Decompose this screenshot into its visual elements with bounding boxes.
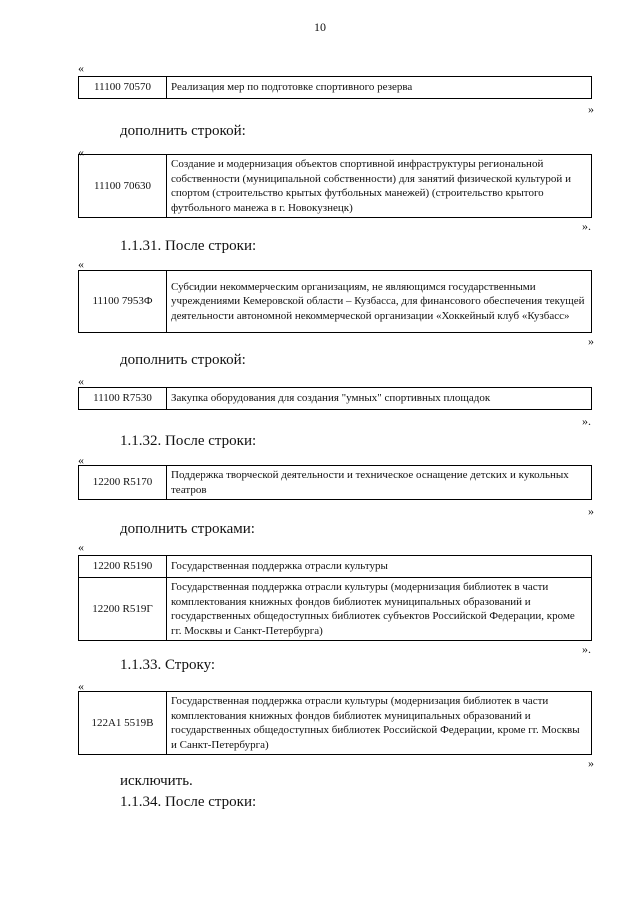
close-quote-dot: ». <box>582 414 591 428</box>
row-text: Закупка оборудования для создания "умных" спортивных площадок <box>167 388 592 410</box>
table-row-7 <box>78 691 592 755</box>
table-row-3 <box>78 270 592 333</box>
row-text: Реализация мер по подготовке спортивного резерва <box>167 77 592 99</box>
close-quote: » <box>588 334 594 348</box>
close-quote: » <box>588 102 594 116</box>
table-row-1 <box>78 76 592 99</box>
open-quote: « <box>78 679 84 693</box>
heading-1-1-32: 1.1.32. После строки: <box>120 433 257 449</box>
row-text: Создание и модернизация объектов спортивной инфраструктуры региональной собственности (муниципальной собственности) для занятий физической культурой и спортом (строительство крытых футбольных манежей) (строительство крытого футбольного манежа в г. Новокузнецк) <box>167 155 592 218</box>
row-text: Поддержка творческой деятельности и техническое оснащение детских и кукольных театров <box>167 466 592 500</box>
row-code: 122А1 5519В <box>79 692 167 755</box>
row-code: 12200 R5190 <box>79 556 167 578</box>
row-code: 11100 70630 <box>79 155 167 218</box>
open-quote: « <box>78 374 84 388</box>
close-quote: » <box>588 756 594 770</box>
heading-1-1-34: 1.1.34. После строки: <box>120 794 257 810</box>
close-quote-dot: ». <box>582 642 591 656</box>
heading-1-1-33: 1.1.33. Строку: <box>120 657 216 673</box>
table-rows-6 <box>78 555 592 641</box>
heading-add-row: дополнить строкой: <box>120 352 246 368</box>
open-quote: « <box>78 453 84 467</box>
page-number: 10 <box>314 20 326 34</box>
row-text: Государственная поддержка отрасли культуры (модернизация библиотек в части комплектования книжных фондов библиотек муниципальных образований и государственных общедоступных библиотек Российской Федерации, кроме гг. Москвы и Санкт-Петербурга) <box>167 692 592 755</box>
row-text: Государственная поддержка отрасли культуры (модернизация библиотек в части комплектования книжных фондов библиотек муниципальных образований и государственных общедоступных библиотек субъектов Российской Федерации, кроме гг. Москвы и Санкт-Петербурга) <box>167 578 592 641</box>
row-text: Государственная поддержка отрасли культуры <box>167 556 592 578</box>
row-code: 12200 R5170 <box>79 466 167 500</box>
close-quote-dot: ». <box>582 219 591 233</box>
heading-1-1-31: 1.1.31. После строки: <box>120 238 257 254</box>
table-row-2 <box>78 154 592 218</box>
heading-add-row: дополнить строкой: <box>120 123 246 139</box>
row-code: 11100 70570 <box>79 77 167 99</box>
table-row-4 <box>78 387 592 410</box>
heading-add-rows: дополнить строками: <box>120 521 255 537</box>
open-quote: « <box>78 61 84 75</box>
close-quote: » <box>588 504 594 518</box>
row-code: 11100 7953Ф <box>79 271 167 333</box>
open-quote: « <box>78 145 84 159</box>
row-code: 12200 R519Г <box>79 578 167 641</box>
table-row-5 <box>78 465 592 500</box>
open-quote: « <box>78 540 84 554</box>
heading-exclude: исключить. <box>120 773 193 789</box>
open-quote: « <box>78 257 84 271</box>
row-text: Субсидии некоммерческим организациям, не являющимся государственными учреждениями Кемеровской области – Кузбасса, для финансового обеспечения текущей деятельности автономной некоммерческой организации «Хоккейный клуб «Кузбасс» <box>167 271 592 333</box>
row-code: 11100 R7530 <box>79 388 167 410</box>
